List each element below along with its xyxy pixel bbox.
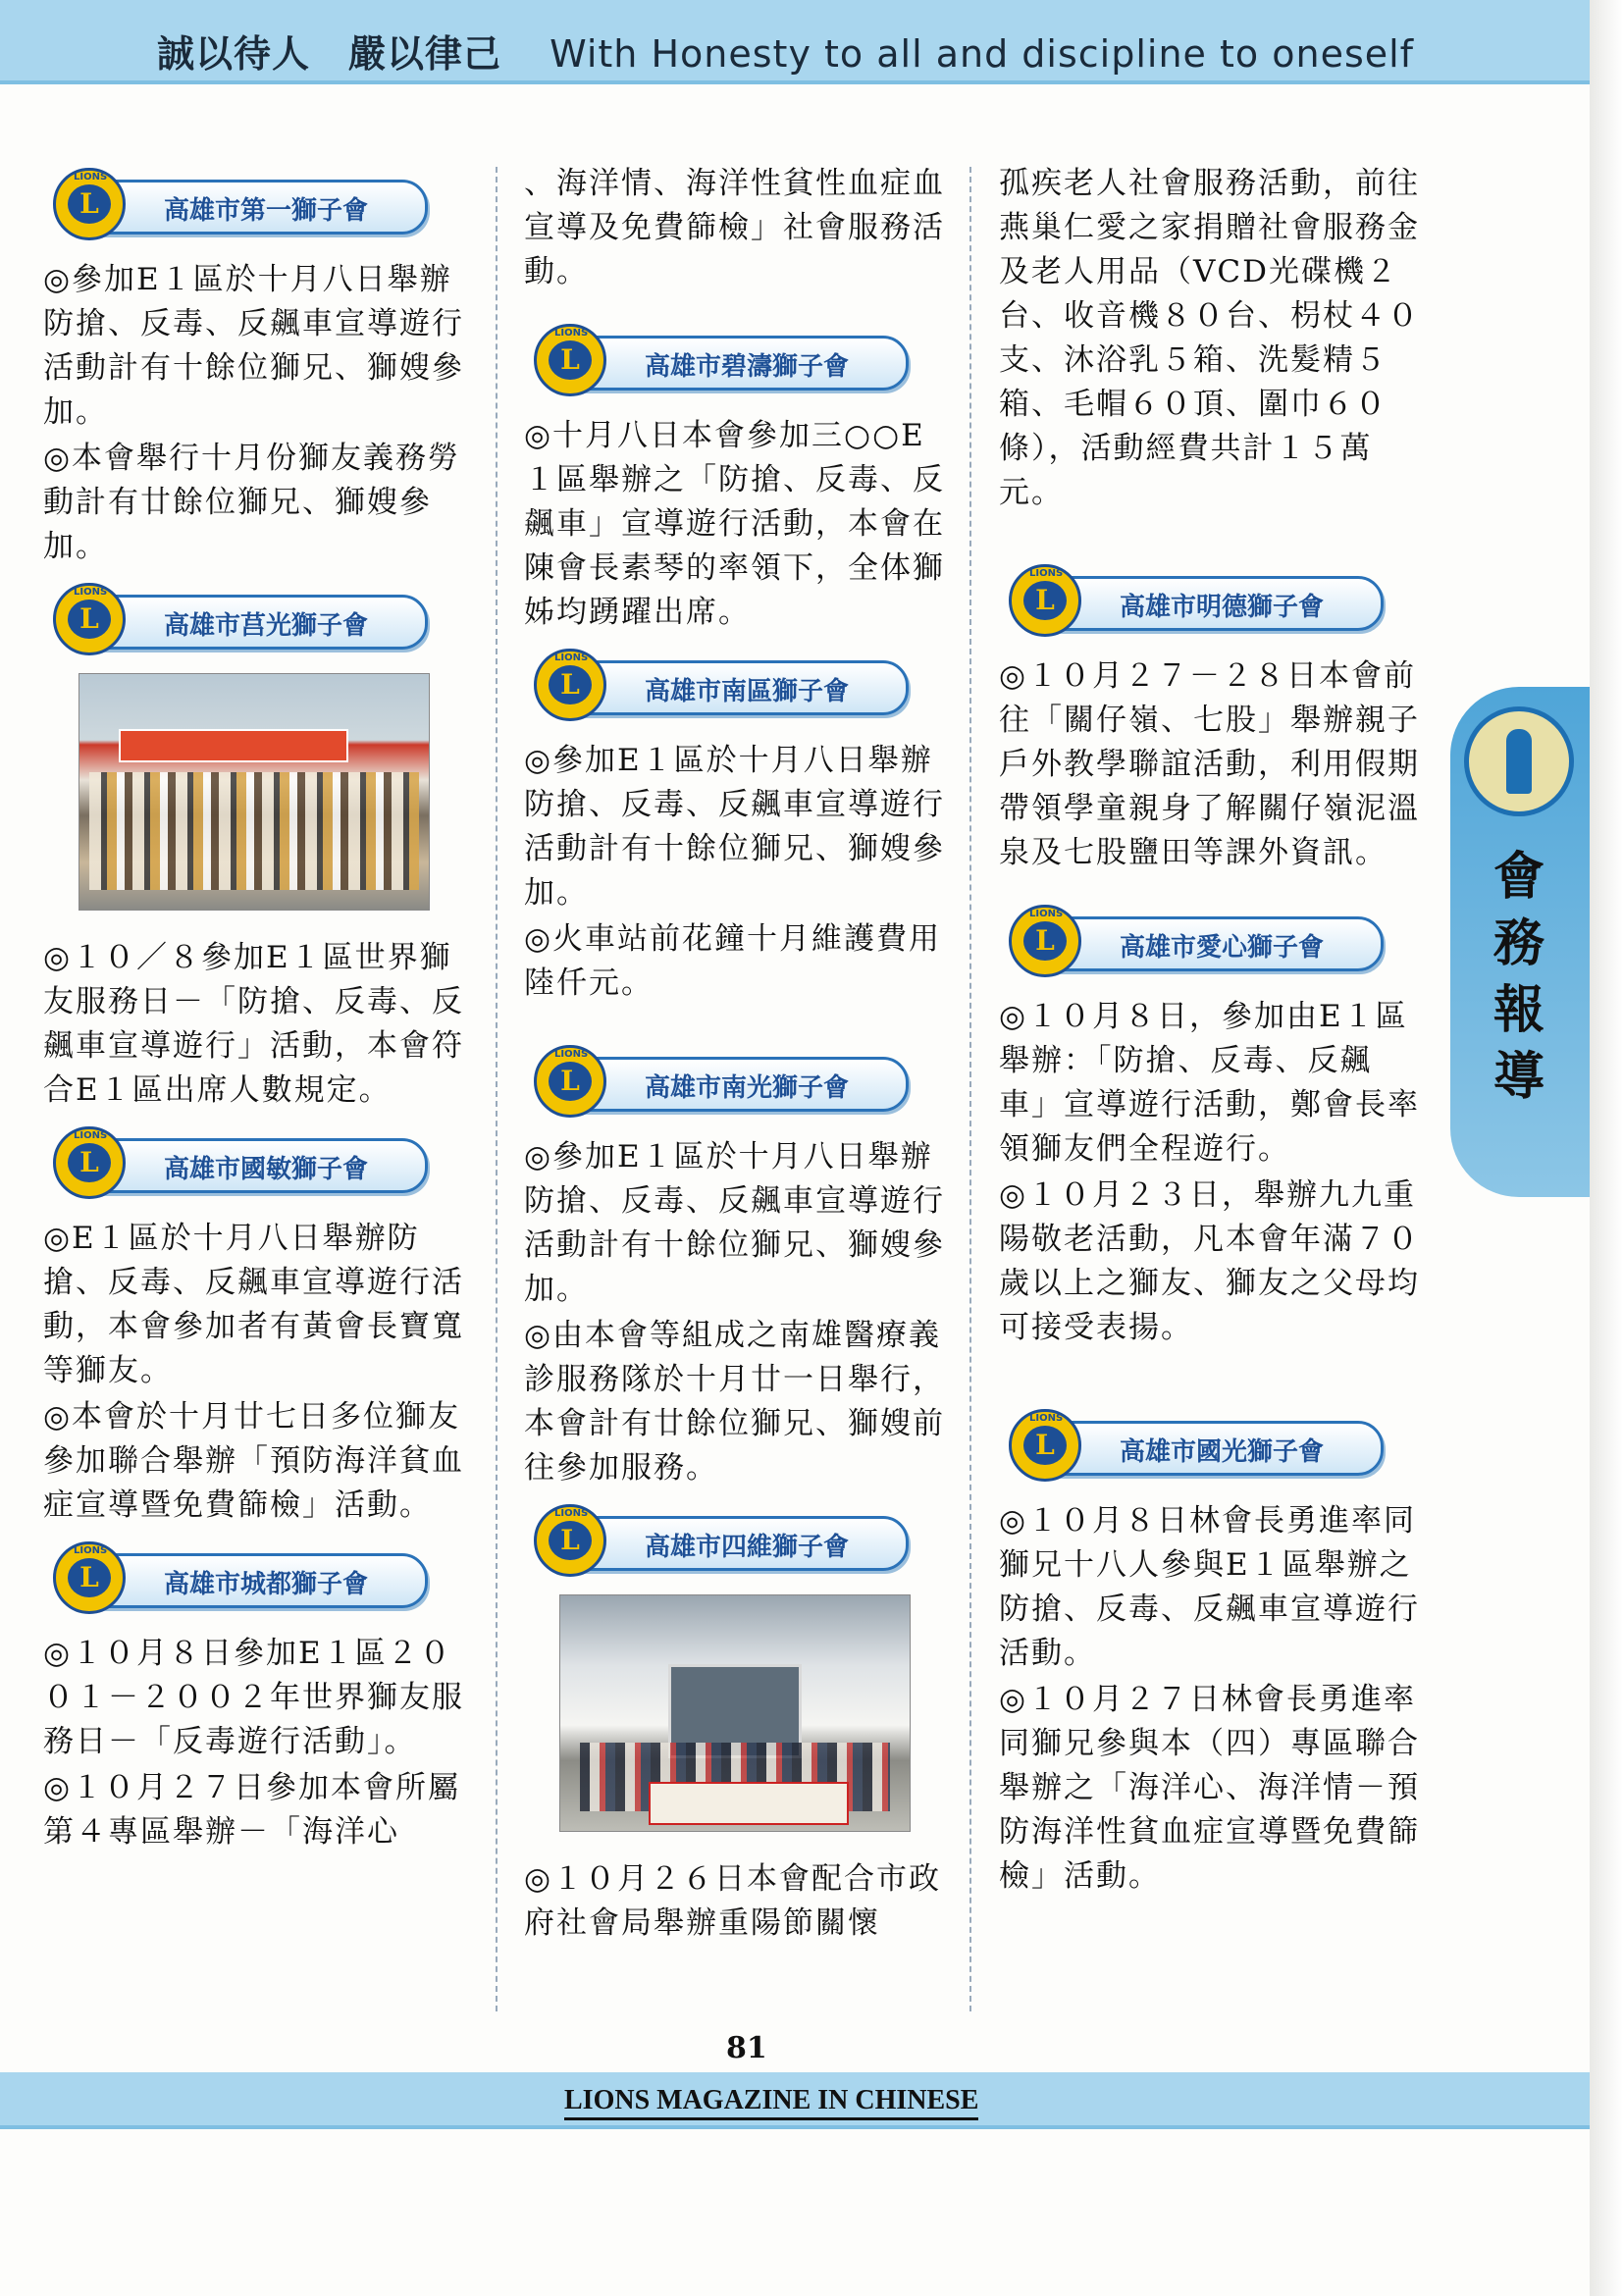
report-paragraph: ◎１０月２７日參加本會所屬第４專區舉辦－「海洋心 bbox=[43, 1770, 461, 1850]
club-header bbox=[530, 324, 913, 396]
lions-logo-icon: LIONS L bbox=[534, 324, 606, 396]
page-number: 81 bbox=[726, 2031, 767, 2065]
section-title: 會務報導 bbox=[1492, 847, 1544, 1107]
report-paragraph: ◎火車站前花鐘十月維護費用陸仟元。 bbox=[524, 921, 942, 1001]
club-name-pill bbox=[559, 336, 909, 391]
report-paragraph: ◎由本會等組成之南雄醫療義診服務隊於十月廿一日舉行，本會計有廿餘位獅兄、獅嫂前往參加服務。 bbox=[524, 1318, 945, 1486]
lions-emblem-icon bbox=[1464, 706, 1574, 816]
club-name-pill bbox=[79, 180, 428, 235]
lions-logo-icon: LIONS L bbox=[534, 649, 606, 721]
club-name: 高雄市城都獅子會 bbox=[164, 1570, 369, 1599]
club-header bbox=[1005, 564, 1387, 637]
report-paragraph: 、海洋情、海洋性貧性血症血宣導及免費篩檢」社會服務活動。 bbox=[524, 166, 945, 289]
motto bbox=[157, 24, 1414, 78]
bottom-band-line bbox=[0, 2125, 1590, 2129]
group-photo bbox=[559, 1594, 911, 1832]
club-name: 高雄市南光獅子會 bbox=[645, 1073, 850, 1103]
club-name-pill bbox=[79, 595, 428, 650]
report-paragraph: ◎本會舉行十月份獅友義務勞動計有廿餘位獅兄、獅嫂參加。 bbox=[43, 441, 461, 564]
club-header bbox=[49, 168, 432, 240]
lions-logo-icon: LIONS L bbox=[53, 1541, 126, 1614]
club-name-pill bbox=[1034, 576, 1384, 631]
column-2 bbox=[524, 162, 946, 1948]
column-1 bbox=[43, 162, 471, 1856]
group-photo bbox=[79, 673, 430, 911]
lions-logo-icon: LIONS L bbox=[1009, 1409, 1081, 1482]
report-paragraph: ◎E１區於十月八日舉辦防搶、反毒、反飆車宣導遊行活動，本會參加者有黃會長寶寬等獅友。 bbox=[43, 1221, 464, 1388]
club-header bbox=[49, 1126, 432, 1199]
report-paragraph: ◎參加E１區於十月八日舉辦防搶、反毒、反飆車宣導遊行活動計有十餘位獅兄、獅嫂參加。 bbox=[43, 262, 464, 430]
club-header bbox=[1005, 905, 1387, 977]
lions-logo-icon: LIONS L bbox=[1009, 564, 1081, 637]
club-name-pill bbox=[559, 1057, 909, 1112]
lions-logo-icon: LIONS L bbox=[53, 1126, 126, 1199]
club-name: 高雄市國敏獅子會 bbox=[164, 1155, 369, 1184]
lions-logo-icon: LIONS L bbox=[534, 1504, 606, 1577]
club-name: 高雄市明德獅子會 bbox=[1120, 593, 1325, 622]
report-paragraph: ◎１０月２６日本會配合市政府社會局舉辦重陽節關懷 bbox=[524, 1861, 942, 1941]
club-name: 高雄市四維獅子會 bbox=[645, 1533, 850, 1562]
report-paragraph: ◎１０月２７－２８日本會前往「關仔嶺、七股」舉辦親子戶外教學聯誼活動，利用假期帶領學童親身了解關仔嶺泥溫泉及七股鹽田等課外資訊。 bbox=[999, 658, 1420, 870]
club-header bbox=[1005, 1409, 1387, 1482]
club-header bbox=[530, 1504, 913, 1577]
column-divider bbox=[969, 167, 971, 2011]
photo-banner bbox=[119, 729, 348, 762]
report-paragraph: ◎本會於十月廿七日多位獅友參加聯合舉辦「預防海洋貧血症宣導暨免費篩檢」活動。 bbox=[43, 1399, 464, 1523]
photo-banner bbox=[649, 1782, 849, 1825]
motto-chinese: 誠以待人 嚴以律己 bbox=[157, 32, 502, 76]
club-header bbox=[49, 583, 432, 655]
report-paragraph: ◎１０月８日，參加由E１區舉辦：「防搶、反毒、反飆車」宣導遊行活動，鄭會長率領獅友們全程遊行。 bbox=[999, 999, 1420, 1167]
club-name: 高雄市第一獅子會 bbox=[164, 196, 369, 226]
magazine-title: LIONS MAGAZINE IN CHINESE bbox=[564, 2085, 978, 2120]
report-paragraph: ◎１０月８日參加E１區２００１－２００２年世界獅友服務日－「反毒遊行活動」。 bbox=[43, 1636, 464, 1759]
report-paragraph: ◎參加E１區於十月八日舉辦防搶、反毒、反飆車宣導遊行活動計有十餘位獅兄、獅嫂參加。 bbox=[524, 743, 945, 911]
club-name-pill bbox=[79, 1138, 428, 1193]
report-paragraph: ◎１０月２３日，舉辦九九重陽敬老活動，凡本會年滿７０歲以上之獅友、獅友之父母均可接受表揚。 bbox=[999, 1177, 1420, 1345]
report-paragraph: 孤疾老人社會服務活動，前往燕巢仁愛之家捐贈社會服務金及老人用品（VCD光碟機２台、收音機８０台、枴杖４０支、沐浴乳５箱、洗髮精５箱、毛帽６０頂、圍巾６０條），活動經費共計１５萬元。 bbox=[999, 166, 1420, 510]
lions-logo-icon: LIONS L bbox=[1009, 905, 1081, 977]
lions-logo-icon: LIONS L bbox=[53, 168, 126, 240]
photo-crowd bbox=[89, 772, 419, 890]
club-header bbox=[530, 649, 913, 721]
report-paragraph: ◎１０月２７日林會長勇進率同獅兄參與本（四）專區聯合舉辦之「海洋心、海洋情－預防海洋性貧血症宣導暨免費篩檢」活動。 bbox=[999, 1682, 1420, 1894]
club-name-pill bbox=[1034, 1421, 1384, 1476]
club-name: 高雄市碧濤獅子會 bbox=[645, 352, 850, 382]
club-name: 高雄市國光獅子會 bbox=[1120, 1437, 1325, 1467]
club-name: 高雄市南區獅子會 bbox=[645, 677, 850, 706]
club-name: 高雄市莒光獅子會 bbox=[164, 611, 369, 641]
club-header bbox=[49, 1541, 432, 1614]
column-divider bbox=[496, 167, 497, 2011]
lions-logo-icon: LIONS L bbox=[53, 583, 126, 655]
club-header bbox=[530, 1045, 913, 1118]
lions-logo-icon: LIONS L bbox=[534, 1045, 606, 1118]
column-3 bbox=[999, 162, 1421, 1901]
section-side-tab bbox=[1450, 687, 1590, 1197]
club-name-pill bbox=[79, 1553, 428, 1608]
club-name-pill bbox=[559, 660, 909, 715]
page-edge bbox=[1590, 0, 1623, 2296]
club-name-pill bbox=[1034, 916, 1384, 971]
club-name-pill bbox=[559, 1516, 909, 1571]
motto-english: With Honesty to all and discipline to oneself bbox=[550, 32, 1415, 76]
club-name: 高雄市愛心獅子會 bbox=[1120, 933, 1325, 963]
report-paragraph: ◎十月八日本會參加三○○E１區舉辦之「防搶、反毒、反飆車」宣導遊行活動，本會在陳會長素琴的率領下，全体獅姊均踴躍出席。 bbox=[524, 418, 945, 630]
emblem-figure bbox=[1506, 729, 1532, 794]
report-paragraph: ◎參加E１區於十月八日舉辦防搶、反毒、反飆車宣導遊行活動計有十餘位獅兄、獅嫂參加。 bbox=[524, 1139, 945, 1307]
top-band-line bbox=[0, 80, 1590, 84]
report-paragraph: ◎１０月８日林會長勇進率同獅兄十八人參與E１區舉辦之防搶、反毒、反飆車宣導遊行活動。 bbox=[999, 1503, 1420, 1671]
report-paragraph: ◎１０／８參加E１區世界獅友服務日－「防搶、反毒、反飆車宣導遊行」活動，本會符合E１區出席人數規定。 bbox=[43, 940, 464, 1108]
